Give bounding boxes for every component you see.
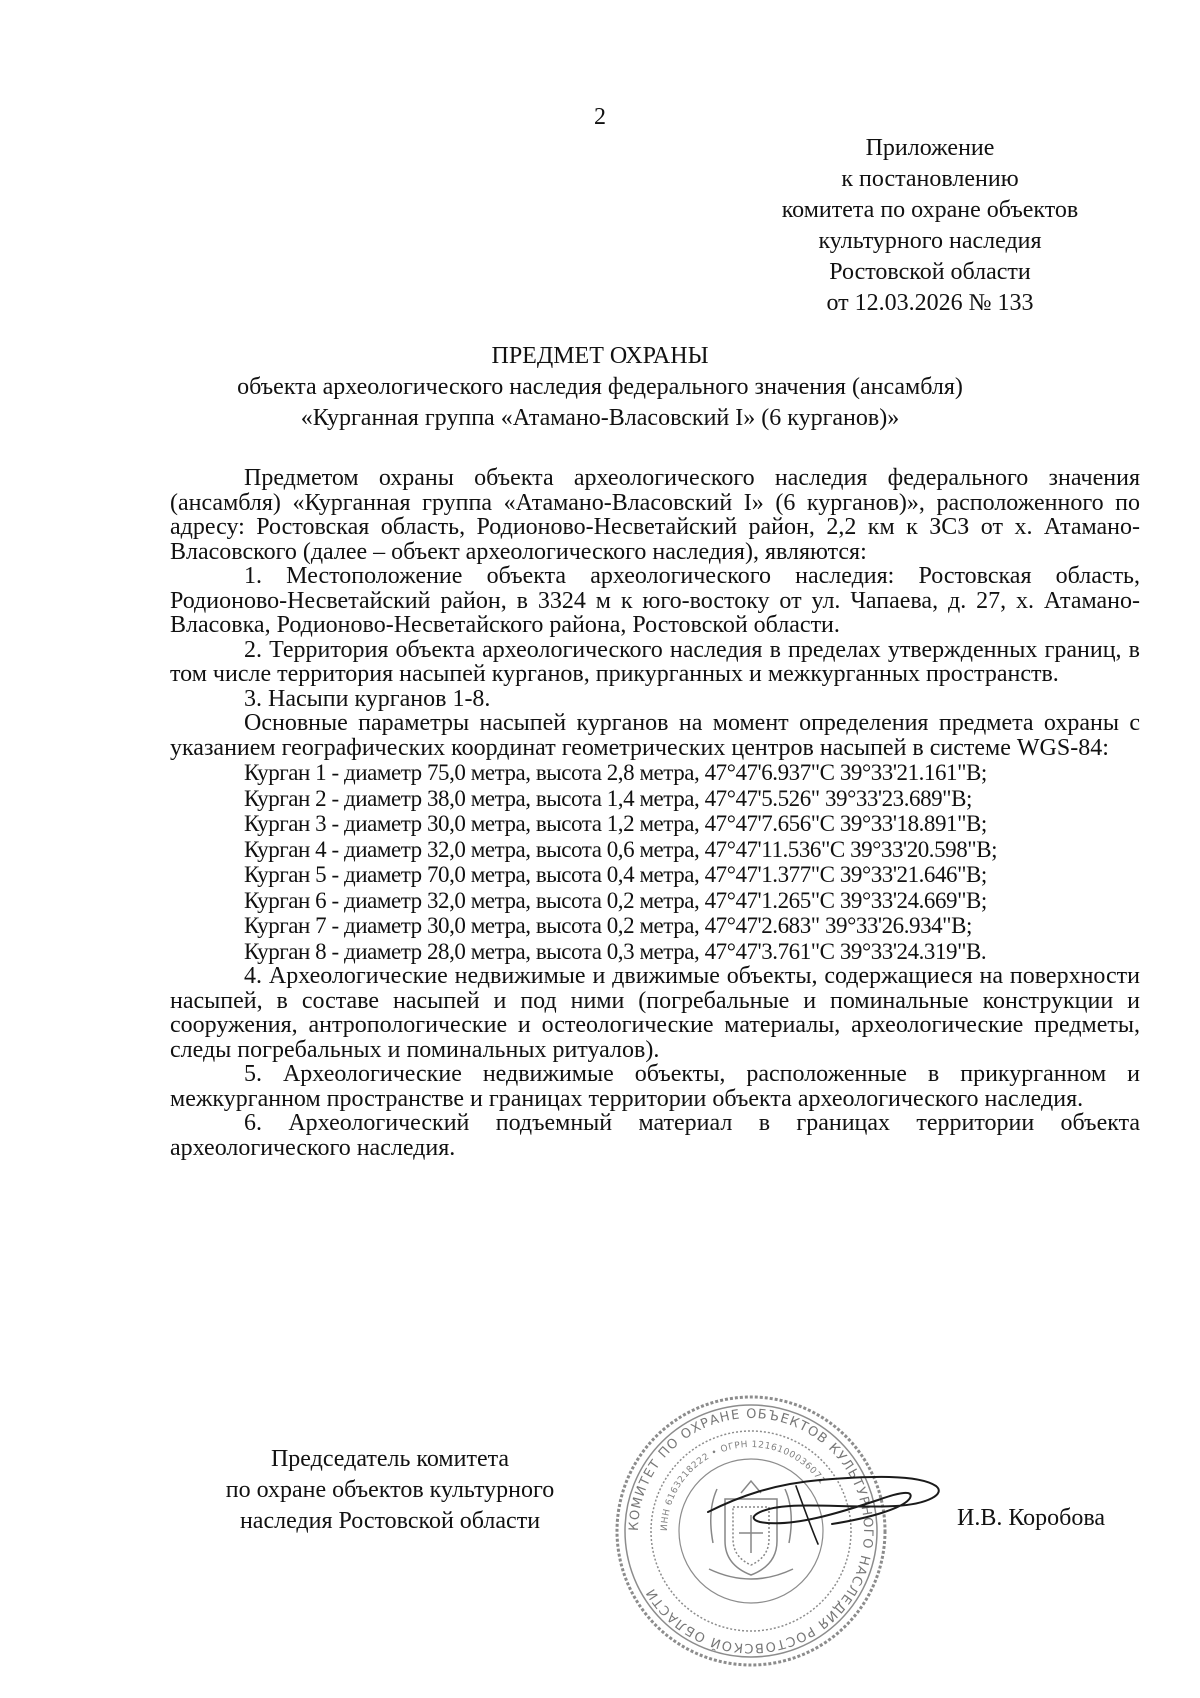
appendix-line: Ростовской области — [829, 259, 1031, 285]
appendix-date-number: от 12.03.2026 № 133 — [826, 290, 1034, 316]
kurgan-entry: Курган 6 - диаметр 32,0 метра, высота 0,2 метра, 47°47'1.265"С 39°33'24.669"В; — [244, 887, 987, 913]
signatory-position-line: Председатель комитета — [270, 1446, 510, 1472]
seal-outer-text: КОМИТЕТ ПО ОХРАНЕ ОБЪЕКТОВ КУЛЬТУРНОГО НАСЛЕДИЯ РОСТОВСКОЙ ОБЛАСТИ — [626, 1406, 876, 1656]
item-territory: 2. Территория объекта археологического наследия в пределах утвержденных границ, в том числе территория насыпей курганов, прикурганных и межкурганных пространств. — [170, 636, 1140, 687]
kurgan-list — [170, 760, 1140, 964]
item-location: 1. Местоположение объекта археологического наследия: Ростовская область, Родионово-Несветайский район, в 3324 м к юго-востоку от ул. Чапаева, д. 27, х. Атамано-Власовка, Родионово-Несветайского района, Ростовской области. — [170, 563, 1140, 638]
item-mounds: 3. Насыпи курганов 1-8. — [244, 685, 491, 712]
page-number: 2 — [594, 104, 606, 130]
appendix-line: к постановлению — [841, 166, 1019, 192]
kurgan-entry: Курган 4 - диаметр 32,0 метра, высота 0,6 метра, 47°47'11.536"С 39°33'20.598"В; — [244, 836, 998, 862]
item-objects: 4. Археологические недвижимые и движимые объекты, содержащиеся на поверхности насыпей, в составе насыпей и под ними (погребальные и поминальные конструкции и сооружения, антропологические и остеологические материалы, археологические предметы, следы погребальных и поминальных ритуалов). — [170, 963, 1140, 1063]
appendix-block — [740, 133, 1120, 319]
appendix-line: Приложение — [865, 135, 995, 161]
appendix-line: комитета по охране объектов — [781, 197, 1079, 223]
kurgan-entry: Курган 5 - диаметр 70,0 метра, высота 0,4 метра, 47°47'1.377"С 39°33'21.646"В; — [244, 862, 987, 887]
appendix-line: культурного наследия — [818, 228, 1042, 254]
signatory-position-line: наследия Ростовской области — [239, 1508, 541, 1534]
document-title: ПРЕДМЕТ ОХРАНЫ — [491, 343, 709, 369]
document-subtitle: объекта археологического наследия федерального значения (ансамбля) — [237, 374, 963, 400]
kurgan-entry: Курган 2 - диаметр 38,0 метра, высота 1,4 метра, 47°47'5.526" 39°33'23.689"В; — [244, 785, 972, 811]
document-subtitle: «Курганная группа «Атамано-Власовский I» (6 курганов)» — [300, 405, 900, 431]
kurgan-entry: Курган 3 - диаметр 30,0 метра, высота 1,2 метра, 47°47'7.656"С 39°33'18.891"В; — [244, 811, 987, 836]
signatory-position — [180, 1444, 600, 1537]
intro-paragraph: Предметом охраны объекта археологического наследия федерального значения (ансамбля) «Курганная группа «Атамано-Власовский I» (6 курганов)», расположенного по адресу: Ростовская область, Родионово-Несветайский район, 2,2 км к ЗСЗ от х. Атамано-Власовского (далее – объект археологического наследия), являются: — [170, 465, 1140, 565]
params-paragraph: Основные параметры насыпей курганов на момент определения предмета охраны с указанием географических координат геометрических центров насыпей в системе WGS-84: — [170, 710, 1140, 761]
kurgan-entry: Курган 7 - диаметр 30,0 метра, высота 0,2 метра, 47°47'2.683" 39°33'26.934"В; — [244, 913, 972, 938]
kurgan-entry: Курган 1 - диаметр 75,0 метра, высота 2,8 метра, 47°47'6.937"С 39°33'21.161"В; — [244, 760, 987, 785]
handwritten-signature — [700, 1460, 950, 1550]
signatory-name: И.В. Коробова — [957, 1505, 1106, 1531]
item-area-objects: 5. Археологические недвижимые объекты, расположенные в прикурганном и межкурганном пространстве и границах территории объекта археологического наследия. — [170, 1061, 1140, 1112]
document-body — [170, 466, 1140, 1160]
signatory-position-line: по охране объектов культурного — [225, 1477, 555, 1503]
item-surface-material: 6. Археологический подъемный материал в границах территории объекта археологического наследия. — [170, 1110, 1140, 1161]
kurgan-entry: Курган 8 - диаметр 28,0 метра, высота 0,3 метра, 47°47'3.761"С 39°33'24.319"В. — [244, 938, 987, 964]
seal-inner-text: ИНН 6163218222 • ОГРН 1216100036071 — [659, 1439, 827, 1532]
